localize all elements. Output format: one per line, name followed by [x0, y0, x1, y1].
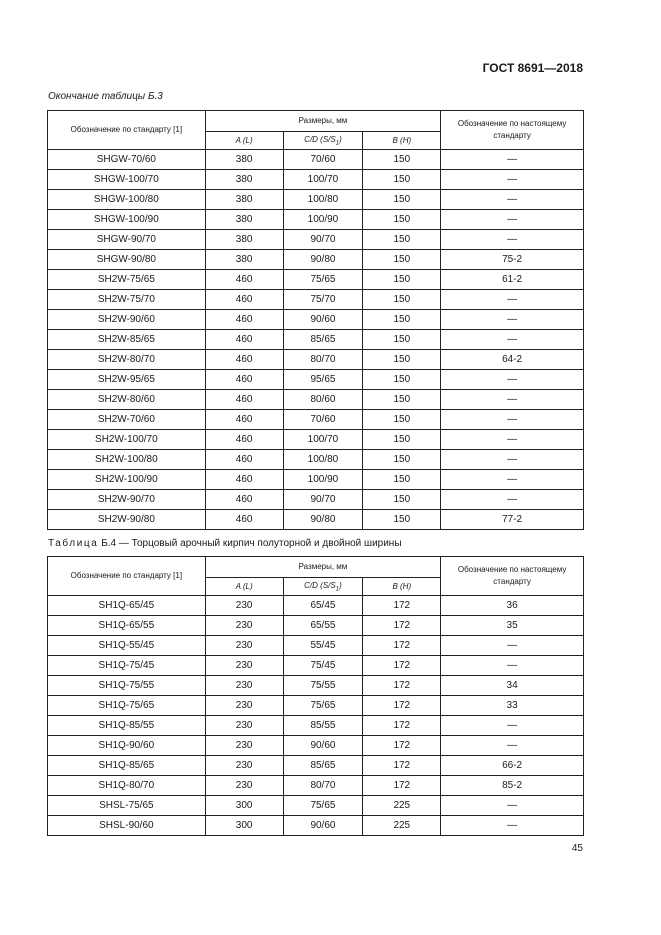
table-row	[48, 736, 584, 756]
header-b-1: B (H)	[363, 132, 441, 150]
table-row	[48, 636, 584, 656]
cell-cd: 65/45	[283, 596, 363, 616]
cell-cd: 90/70	[283, 490, 363, 510]
cell-designation: SH1Q-85/65	[48, 756, 206, 776]
cell-cd: 75/45	[283, 656, 363, 676]
header-cd-2: C/D $(S/S_1)$	[283, 578, 363, 596]
cell-b: 172	[363, 596, 441, 616]
header-current-designation-1: Обозначение по настоящему стандарту	[441, 111, 584, 150]
header-b-2: B (H)	[363, 578, 441, 596]
cell-cd: 85/65	[283, 330, 363, 350]
cell-b: 172	[363, 756, 441, 776]
cell-cd: 75/65	[283, 696, 363, 716]
cell-designation: SH1Q-75/45	[48, 656, 206, 676]
cell-designation: SHSL-90/60	[48, 816, 206, 836]
table-row	[48, 250, 584, 270]
cell-cd: 75/55	[283, 676, 363, 696]
table-row	[48, 716, 584, 736]
cell-current: —	[441, 230, 584, 250]
cell-b: 172	[363, 676, 441, 696]
cell-current: 33	[441, 696, 584, 716]
cell-a: 230	[205, 736, 283, 756]
cell-current: —	[441, 330, 584, 350]
cell-designation: SHGW-90/80	[48, 250, 206, 270]
table-row	[48, 510, 584, 530]
cell-a: 300	[205, 816, 283, 836]
cell-cd: 85/65	[283, 756, 363, 776]
cell-current: —	[441, 490, 584, 510]
header-designation-1: Обозначение по стандарту [1]	[48, 111, 206, 150]
cell-b: 150	[363, 330, 441, 350]
cell-a: 460	[205, 290, 283, 310]
table-row	[48, 616, 584, 636]
cell-b: 172	[363, 696, 441, 716]
table-b4-body	[48, 596, 584, 836]
cell-b: 225	[363, 796, 441, 816]
cell-b: 150	[363, 390, 441, 410]
table-row	[48, 776, 584, 796]
cell-current: 77-2	[441, 510, 584, 530]
cell-designation: SH2W-80/70	[48, 350, 206, 370]
table-b3-body	[48, 150, 584, 530]
cell-cd: 75/65	[283, 796, 363, 816]
cell-a: 230	[205, 696, 283, 716]
cell-b: 172	[363, 776, 441, 796]
cell-current: —	[441, 450, 584, 470]
cell-a: 460	[205, 330, 283, 350]
cell-a: 460	[205, 350, 283, 370]
cell-b: 172	[363, 616, 441, 636]
cell-cd: 90/70	[283, 230, 363, 250]
cell-current: —	[441, 370, 584, 390]
cell-b: 150	[363, 450, 441, 470]
cell-current: —	[441, 656, 584, 676]
cell-b: 172	[363, 636, 441, 656]
table-row	[48, 596, 584, 616]
cell-designation: SH2W-75/65	[48, 270, 206, 290]
cell-current: —	[441, 310, 584, 330]
cell-a: 380	[205, 170, 283, 190]
cell-designation: SH1Q-65/55	[48, 616, 206, 636]
table-row	[48, 756, 584, 776]
table-row	[48, 170, 584, 190]
cell-designation: SH2W-100/70	[48, 430, 206, 450]
cell-designation: SH1Q-85/55	[48, 716, 206, 736]
cell-cd: 100/70	[283, 170, 363, 190]
cell-b: 150	[363, 310, 441, 330]
cell-designation: SHGW-70/60	[48, 150, 206, 170]
cell-a: 230	[205, 656, 283, 676]
cell-cd: 70/60	[283, 410, 363, 430]
cell-designation: SHGW-90/70	[48, 230, 206, 250]
cell-designation: SH1Q-75/55	[48, 676, 206, 696]
cell-cd: 80/70	[283, 350, 363, 370]
cell-designation: SH1Q-55/45	[48, 636, 206, 656]
cell-a: 380	[205, 190, 283, 210]
cell-b: 150	[363, 230, 441, 250]
cell-cd: 100/90	[283, 210, 363, 230]
cell-a: 230	[205, 776, 283, 796]
table-row	[48, 390, 584, 410]
cell-cd: 75/70	[283, 290, 363, 310]
cell-current: 64-2	[441, 350, 584, 370]
cell-a: 230	[205, 676, 283, 696]
cell-a: 230	[205, 596, 283, 616]
cell-cd: 75/65	[283, 270, 363, 290]
cell-b: 172	[363, 736, 441, 756]
cell-cd: 100/90	[283, 470, 363, 490]
table-row	[48, 370, 584, 390]
cell-current: —	[441, 170, 584, 190]
cell-a: 460	[205, 490, 283, 510]
table-row	[48, 490, 584, 510]
cell-current: 75-2	[441, 250, 584, 270]
header-cd-1: C/D $(S/S_1)$	[283, 132, 363, 150]
cell-a: 230	[205, 616, 283, 636]
cell-designation: SHGW-100/90	[48, 210, 206, 230]
table-row	[48, 290, 584, 310]
cell-designation: SH2W-100/90	[48, 470, 206, 490]
cell-designation: SH1Q-90/60	[48, 736, 206, 756]
cell-a: 230	[205, 636, 283, 656]
cell-current: —	[441, 430, 584, 450]
page-number: 45	[571, 843, 583, 854]
cell-b: 172	[363, 716, 441, 736]
cell-b: 150	[363, 290, 441, 310]
cell-a: 460	[205, 370, 283, 390]
table-row	[48, 310, 584, 330]
table-b4	[47, 556, 584, 836]
cell-designation: SH2W-70/60	[48, 410, 206, 430]
cell-cd: 90/80	[283, 250, 363, 270]
cell-current: 35	[441, 616, 584, 636]
cell-cd: 80/70	[283, 776, 363, 796]
cell-a: 380	[205, 150, 283, 170]
table-b3-end	[47, 110, 584, 530]
cell-cd: 55/45	[283, 636, 363, 656]
table-row	[48, 410, 584, 430]
header-dimensions-1: Размеры, мм	[205, 111, 441, 132]
cell-a: 460	[205, 270, 283, 290]
header-a-1: A (L)	[205, 132, 283, 150]
header-dimensions-2: Размеры, мм	[205, 557, 441, 578]
cell-a: 460	[205, 410, 283, 430]
table-row	[48, 816, 584, 836]
cell-a: 380	[205, 210, 283, 230]
cell-designation: SH2W-75/70	[48, 290, 206, 310]
cell-current: 34	[441, 676, 584, 696]
cell-current: —	[441, 716, 584, 736]
standard-number: ГОСТ 8691—2018	[482, 61, 583, 75]
cell-designation: SH2W-80/60	[48, 390, 206, 410]
table-row	[48, 270, 584, 290]
cell-cd: 90/80	[283, 510, 363, 530]
cell-designation: SH1Q-65/45	[48, 596, 206, 616]
cell-a: 380	[205, 230, 283, 250]
cell-cd: 90/60	[283, 310, 363, 330]
cell-b: 150	[363, 150, 441, 170]
table-b4-caption: Таблица Б.4 — Торцовый арочный кирпич полуторной и двойной ширины	[48, 538, 402, 549]
cell-a: 460	[205, 470, 283, 490]
table-row	[48, 430, 584, 450]
cell-cd: 90/60	[283, 736, 363, 756]
cell-cd: 85/55	[283, 716, 363, 736]
cell-b: 150	[363, 270, 441, 290]
cell-cd: 90/60	[283, 816, 363, 836]
cell-current: —	[441, 470, 584, 490]
cell-current: —	[441, 210, 584, 230]
table-row	[48, 210, 584, 230]
cell-cd: 95/65	[283, 370, 363, 390]
cell-b: 150	[363, 350, 441, 370]
cell-current: 85-2	[441, 776, 584, 796]
cell-a: 460	[205, 510, 283, 530]
cell-a: 380	[205, 250, 283, 270]
cell-designation: SH2W-85/65	[48, 330, 206, 350]
cell-a: 230	[205, 756, 283, 776]
cell-b: 150	[363, 470, 441, 490]
header-current-designation-2: Обозначение по настоящему стандарту	[441, 557, 584, 596]
cell-current: —	[441, 290, 584, 310]
cell-current: —	[441, 796, 584, 816]
table-caption-continuation: Окончание таблицы Б.3	[48, 91, 163, 102]
cell-b: 150	[363, 210, 441, 230]
cell-b: 150	[363, 410, 441, 430]
cell-designation: SH1Q-75/65	[48, 696, 206, 716]
cell-designation: SH1Q-80/70	[48, 776, 206, 796]
cell-cd: 80/60	[283, 390, 363, 410]
cell-current: —	[441, 816, 584, 836]
cell-b: 150	[363, 510, 441, 530]
cell-b: 150	[363, 490, 441, 510]
cell-designation: SHGW-100/80	[48, 190, 206, 210]
table-row	[48, 330, 584, 350]
cell-current: —	[441, 410, 584, 430]
cell-current: —	[441, 390, 584, 410]
cell-cd: 65/55	[283, 616, 363, 636]
cell-a: 230	[205, 716, 283, 736]
cell-cd: 100/80	[283, 190, 363, 210]
cell-designation: SHSL-75/65	[48, 796, 206, 816]
cell-designation: SHGW-100/70	[48, 170, 206, 190]
cell-a: 460	[205, 450, 283, 470]
header-a-2: A (L)	[205, 578, 283, 596]
cell-a: 300	[205, 796, 283, 816]
cell-a: 460	[205, 430, 283, 450]
cell-b: 225	[363, 816, 441, 836]
cell-current: 36	[441, 596, 584, 616]
table-row	[48, 656, 584, 676]
table-row	[48, 696, 584, 716]
table-row	[48, 230, 584, 250]
cell-current: 66-2	[441, 756, 584, 776]
cell-designation: SH2W-100/80	[48, 450, 206, 470]
cell-a: 460	[205, 310, 283, 330]
cell-current: —	[441, 736, 584, 756]
cell-designation: SH2W-90/60	[48, 310, 206, 330]
table-row	[48, 150, 584, 170]
table-row	[48, 676, 584, 696]
cell-b: 172	[363, 656, 441, 676]
header-designation-2: Обозначение по стандарту [1]	[48, 557, 206, 596]
cell-b: 150	[363, 190, 441, 210]
cell-designation: SH2W-90/80	[48, 510, 206, 530]
cell-b: 150	[363, 250, 441, 270]
cell-current: —	[441, 190, 584, 210]
cell-current: —	[441, 636, 584, 656]
table-row	[48, 450, 584, 470]
cell-designation: SH2W-90/70	[48, 490, 206, 510]
table-row	[48, 190, 584, 210]
cell-b: 150	[363, 170, 441, 190]
table-row	[48, 470, 584, 490]
cell-b: 150	[363, 370, 441, 390]
table-row	[48, 796, 584, 816]
cell-b: 150	[363, 430, 441, 450]
cell-cd: 100/80	[283, 450, 363, 470]
table-row	[48, 350, 584, 370]
cell-cd: 70/60	[283, 150, 363, 170]
cell-cd: 100/70	[283, 430, 363, 450]
cell-designation: SH2W-95/65	[48, 370, 206, 390]
cell-current: —	[441, 150, 584, 170]
cell-a: 460	[205, 390, 283, 410]
cell-current: 61-2	[441, 270, 584, 290]
